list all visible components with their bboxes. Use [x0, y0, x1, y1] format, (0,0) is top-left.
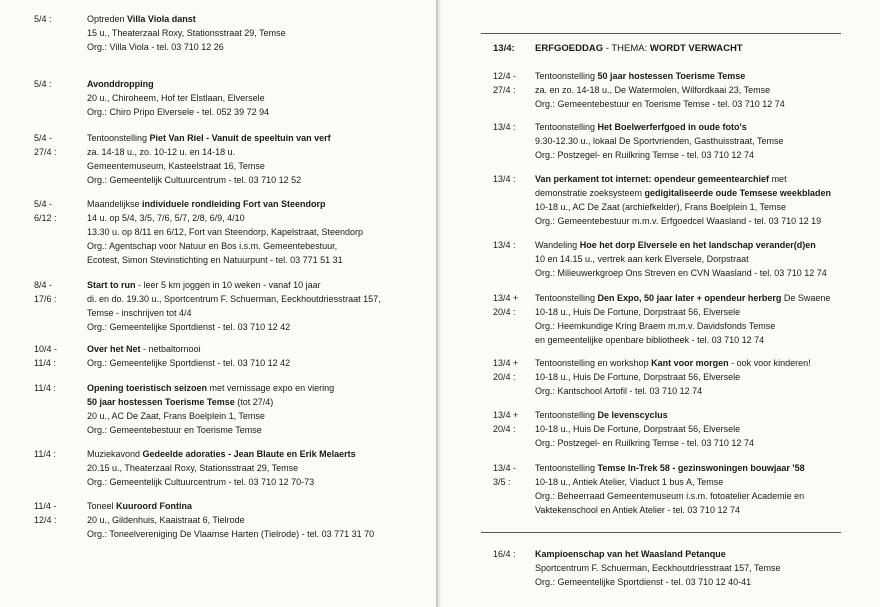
entry-detail-line — [87, 356, 436, 370]
entry-detail-line — [535, 319, 865, 333]
entry-detail-line — [87, 409, 436, 423]
entry-details — [535, 291, 865, 347]
entry-title — [87, 447, 436, 461]
entry-detail-line — [87, 306, 436, 320]
text-segment: Temse - inschrijven tot 4/4 — [87, 308, 192, 318]
entry-details — [87, 499, 436, 541]
entry-details — [535, 238, 865, 280]
entry-title — [87, 12, 436, 26]
text-segment: Tentoonstelling en workshop — [535, 358, 652, 368]
entry-detail-line — [535, 503, 865, 517]
entry-details — [535, 547, 865, 589]
entry-date: 11/4 : — [34, 383, 56, 393]
text-segment: za. 14-18 u., zo. 10-12 u. en 14-18 u. — [87, 147, 236, 157]
entry-details — [535, 69, 865, 111]
entry-detail-line — [535, 134, 865, 148]
entry-title — [87, 278, 436, 292]
entry-title — [87, 499, 436, 513]
entry-detail-line — [535, 384, 865, 398]
entry-detail-line — [535, 561, 865, 575]
entry-title — [535, 547, 865, 561]
entry-detail-line — [87, 105, 436, 119]
text-segment: 9.30-12.30 u., lokaal De Sportvrienden, Gasthuisstraat, Temse — [535, 136, 784, 146]
entry-date: 13/4 - 3/5 : — [493, 463, 517, 487]
text-segment: Org.: Gemeentelijke Sportdienst - tel. 03 710 12 42 — [87, 322, 291, 332]
text-segment: 15 u., Theaterzaal Roxy, Stationsstraat 29, Temse — [87, 28, 286, 38]
entry-detail-line — [535, 475, 865, 489]
entry-title — [87, 342, 436, 356]
bold-text: WORDT VERWACHT — [649, 43, 743, 54]
bold-text: Kampioenschap van het Waasland Petanque — [535, 549, 726, 559]
section-divider — [481, 532, 841, 533]
text-segment: za. en zo. 14-18 u., De Watermolen, Wilfordkaai 23, Temse — [535, 85, 771, 95]
text-segment: Org.: Gemeentebestuur en Toerisme Temse — [87, 425, 262, 435]
bold-text: 50 jaar hostessen Toerisme Temse — [597, 71, 746, 81]
entry-details — [87, 77, 436, 119]
entry-date: 13/4 : — [493, 240, 516, 250]
entry-detail-line — [87, 91, 436, 105]
entry-details — [87, 447, 436, 489]
text-segment: Org.: Villa Viola - tel. 03 710 12 26 — [87, 42, 224, 52]
entry-detail-line — [535, 83, 865, 97]
entry-details — [87, 381, 436, 437]
bold-text: individuele rondleiding Fort van Steendorp — [142, 199, 326, 209]
entry-detail-line — [87, 475, 436, 489]
entry-date: 11/4 : — [34, 449, 56, 459]
entry-detail-line — [87, 225, 436, 239]
bold-text: Piet Van Riel - Vanuit de speeltuin van verf — [149, 133, 331, 143]
entry-date: 12/4 - 27/4 : — [493, 71, 517, 95]
entry-detail-line — [87, 292, 436, 306]
text-segment: - THEMA: — [603, 43, 650, 54]
entry-title — [535, 291, 865, 305]
text-segment: Tentoonstelling — [535, 463, 598, 473]
entry-title — [87, 381, 436, 395]
text-segment: Toneel — [87, 501, 117, 511]
bold-text: Gedeelde adoraties - Jean Blaute en Erik Melaerts — [142, 449, 356, 459]
text-segment: Org.: Gemeentelijke Sportdienst - tel. 03 710 12 42 — [87, 358, 291, 368]
text-segment: 10-18 u., AC De Zaat (archiefkelder), Frans Boelplein 1, Temse — [535, 202, 786, 212]
entry-title — [87, 197, 436, 211]
bold-text: De levenscyclus — [597, 410, 668, 420]
text-segment: - netbaltornooi — [140, 344, 201, 354]
entry-details — [535, 172, 865, 228]
entry-detail-line — [535, 186, 865, 200]
bold-text: Hoe het dorp Elversele en het landschap verander(d)en — [579, 240, 816, 250]
entry-detail-line — [87, 159, 436, 173]
text-segment: Tentoonstelling — [535, 293, 598, 303]
text-segment: Optreden — [87, 14, 128, 24]
text-segment: Tentoonstelling — [535, 410, 598, 420]
entry-date: 5/4 : — [34, 14, 52, 24]
left-page — [0, 0, 436, 607]
right-page — [441, 0, 880, 607]
entry-title — [535, 69, 865, 83]
entry-detail-line — [87, 253, 436, 267]
text-segment: Org.: Toneelvereniging De Vlaamse Harten (Tielrode) - tel. 03 771 31 70 — [87, 529, 375, 539]
entry-detail-line — [87, 40, 436, 54]
entry-detail-line — [87, 173, 436, 187]
entry-detail-line — [87, 145, 436, 159]
text-segment: di. en do. 19.30 u., Sportcentrum F. Schuerman, Eeckhoutdriesstraat 157, — [87, 294, 381, 304]
text-segment: De Swaene — [781, 293, 831, 303]
entry-detail-line — [87, 239, 436, 253]
text-segment: 14 u. op 5/4, 3/5, 7/6, 5/7, 2/8, 6/9, 4/10 — [87, 213, 245, 223]
text-segment: Org.: Kantschool Artofil - tel. 03 710 12 74 — [535, 386, 703, 396]
entry-detail-line — [87, 211, 436, 225]
entry-title — [535, 42, 865, 56]
text-segment: Org.: Postzegel- en Ruilkring Temse - tel. 03 710 12 74 — [535, 150, 754, 160]
text-segment: Org.: Agentschap voor Natuur en Bos i.s.m. Gemeentebestuur, — [87, 241, 338, 251]
entry-details — [535, 461, 865, 517]
entry-detail-line — [535, 422, 865, 436]
text-segment: 10-18 u., Antiek Atelier, Viaduct 1 bus A, Temse — [535, 477, 724, 487]
entry-date: 13/4 : — [493, 174, 516, 184]
text-segment: 10 en 14.15 u., vertrek aan kerk Elversele, Dorpstraat — [535, 254, 749, 264]
entry-detail-line — [535, 200, 865, 214]
entry-date: 13/4: — [493, 43, 515, 54]
text-segment: Maandelijkse — [87, 199, 143, 209]
entry-details — [87, 12, 436, 54]
entry-detail-line — [535, 575, 865, 589]
entry-date: 13/4 + 20/4 : — [493, 410, 519, 434]
entry-title — [535, 461, 865, 475]
entry-date: 10/4 - 11/4 : — [34, 344, 58, 368]
entry-detail-line — [87, 461, 436, 475]
entry-detail-line — [535, 266, 865, 280]
text-segment: Org.: Gemeentebestuur en Toerisme Temse - tel. 03 710 12 74 — [535, 99, 785, 109]
bold-text: Het Boelwerferfgoed in oude foto's — [597, 122, 747, 132]
text-segment: Tentoonstelling — [87, 133, 150, 143]
entry-detail-line — [535, 97, 865, 111]
text-segment: demonstratie zoeksysteem — [535, 188, 645, 198]
entry-details — [87, 342, 436, 370]
text-segment: Org.: Gemeentelijk Cultuurcentrum - tel. 03 710 12 70-73 — [87, 477, 315, 487]
text-segment: 10-18 u., Huis De Fortune, Dorpstraat 56, Elversele — [535, 424, 741, 434]
bold-text: 50 jaar hostessen Toerisme Temse — [87, 397, 235, 407]
entry-detail-line — [87, 527, 436, 541]
text-segment: Sportcentrum F. Schuerman, Eeckhoutdriesstraat 157, Temse — [535, 563, 781, 573]
entry-title — [535, 238, 865, 252]
entry-title — [535, 356, 865, 370]
entry-title — [535, 408, 865, 422]
entry-detail-line — [87, 395, 436, 409]
entry-date: 5/4 - 6/12 : — [34, 199, 57, 223]
bold-text: Start to run — [87, 280, 136, 290]
entry-title — [535, 120, 865, 134]
text-segment: Org.: Chiro Pripo Elversele - tel. 052 39 72 94 — [87, 107, 270, 117]
text-segment: 10-18 u., Huis De Fortune, Dorpstraat 56, Elversele — [535, 372, 741, 382]
entry-detail-line — [535, 333, 865, 347]
text-segment: 13.30 u. op 8/11 en 6/12, Fort van Steendorp, Kapelstraat, Steendorp — [87, 227, 364, 237]
bold-text: Opening toeristisch seizoen — [87, 383, 208, 393]
entry-details — [535, 42, 865, 56]
text-segment: 20.15 u., Theaterzaal Roxy, Stationsstraat 29, Temse — [87, 463, 299, 473]
entry-detail-line — [87, 26, 436, 40]
entry-date: 5/4 : — [34, 79, 52, 89]
bold-text: ERFGOEDDAG — [535, 43, 604, 54]
entry-detail-line — [535, 148, 865, 162]
entry-title — [535, 172, 865, 186]
bold-text: Villa Viola danst — [127, 14, 196, 24]
entry-detail-line — [535, 489, 865, 503]
entry-date: 11/4 - 12/4 : — [34, 501, 57, 525]
entry-date: 13/4 : — [493, 122, 516, 132]
entry-details — [87, 278, 436, 334]
entry-detail-line — [87, 423, 436, 437]
bold-text: Temse In-Trek 58 - gezinswoningen bouwjaar '58 — [597, 463, 805, 473]
entry-detail-line — [87, 513, 436, 527]
text-segment: 20 u., Chiroheem, Hof ter Elstlaan, Elversele — [87, 93, 265, 103]
text-segment: met vernissage expo en viering — [207, 383, 335, 393]
text-segment: 20 u., Gildenhuis, Kaaistraat 6, Tielrode — [87, 515, 245, 525]
text-segment: Org.: Heemkundige Kring Braem m.m.v. Davidsfonds Temse — [535, 321, 776, 331]
text-segment: - ook voor kinderen! — [728, 358, 811, 368]
text-segment: Org.: Beheerraad Gemeentemuseum i.s.m. fotoatelier Academie en — [535, 491, 805, 501]
bold-text: Avonddropping — [87, 79, 154, 89]
entry-detail-line — [87, 320, 436, 334]
text-segment: Ecotest, Simon Stevinstichting en Natuurpunt - tel. 03 771 51 31 — [87, 255, 343, 265]
entry-date: 16/4 : — [493, 549, 516, 559]
bold-text: Den Expo, 50 jaar later + opendeur herberg — [597, 293, 782, 303]
entry-detail-line — [535, 436, 865, 450]
text-segment: Tentoonstelling — [535, 122, 598, 132]
text-segment: Org.: Gemeentebestuur m.m.v. Erfgoedcel Waasland - tel. 03 710 12 19 — [535, 216, 822, 226]
text-segment: met — [769, 174, 787, 184]
entry-title — [87, 131, 436, 145]
entry-detail-line — [535, 252, 865, 266]
text-segment: Wandeling — [535, 240, 580, 250]
text-segment: Tentoonstelling — [535, 71, 598, 81]
bold-text: gedigitaliseerde oude Temsese weekbladen — [644, 188, 831, 198]
text-segment: Muziekavond — [87, 449, 143, 459]
text-segment: (tot 27/4) — [234, 397, 274, 407]
entry-details — [87, 197, 436, 267]
text-segment: Vaktekenschool en Antiek Atelier - tel. 03 710 12 74 — [535, 505, 740, 515]
bold-text: Kant voor morgen — [651, 358, 729, 368]
text-segment: Gemeentemuseum, Kasteelstraat 16, Temse — [87, 161, 265, 171]
entry-date: 13/4 + 20/4 : — [493, 358, 519, 382]
text-segment: Org.: Gemeentelijk Cultuurcentrum - tel. 03 710 12 52 — [87, 175, 302, 185]
entry-detail-line — [535, 305, 865, 319]
bold-text: Van perkament tot internet: opendeur gemeentearchief — [535, 174, 770, 184]
text-segment: 10-18 u., Huis De Fortune, Dorpstraat 56, Elversele — [535, 307, 741, 317]
entry-details — [535, 120, 865, 162]
entry-date: 13/4 + 20/4 : — [493, 293, 519, 317]
text-segment: Org.: Milieuwerkgroep Ons Streven en CVN Waasland - tel. 03 710 12 74 — [535, 268, 827, 278]
text-segment: Org.: Gemeentelijke Sportdienst - tel. 03 710 12 40-41 — [535, 577, 752, 587]
entry-details — [535, 408, 865, 450]
entry-title — [87, 77, 436, 91]
bold-text: Over het Net — [87, 344, 141, 354]
entry-details — [87, 131, 436, 187]
bold-text: Kuuroord Fontina — [116, 501, 193, 511]
text-segment: 20 u., AC De Zaat, Frans Boelplein 1, Temse — [87, 411, 265, 421]
text-segment: - leer 5 km joggen in 10 weken - vanaf 10 jaar — [135, 280, 321, 290]
entry-date: 8/4 - 17/6 : — [34, 280, 57, 304]
entry-detail-line — [535, 370, 865, 384]
text-segment: Org.: Postzegel- en Ruilkring Temse - tel. 03 710 12 74 — [535, 438, 754, 448]
entry-date: 5/4 - 27/4 : — [34, 133, 57, 157]
entry-details — [535, 356, 865, 398]
top-divider — [481, 33, 841, 34]
entry-detail-line — [535, 214, 865, 228]
text-segment: en gemeentelijke openbare bibliotheek - tel. 03 710 12 74 — [535, 335, 765, 345]
